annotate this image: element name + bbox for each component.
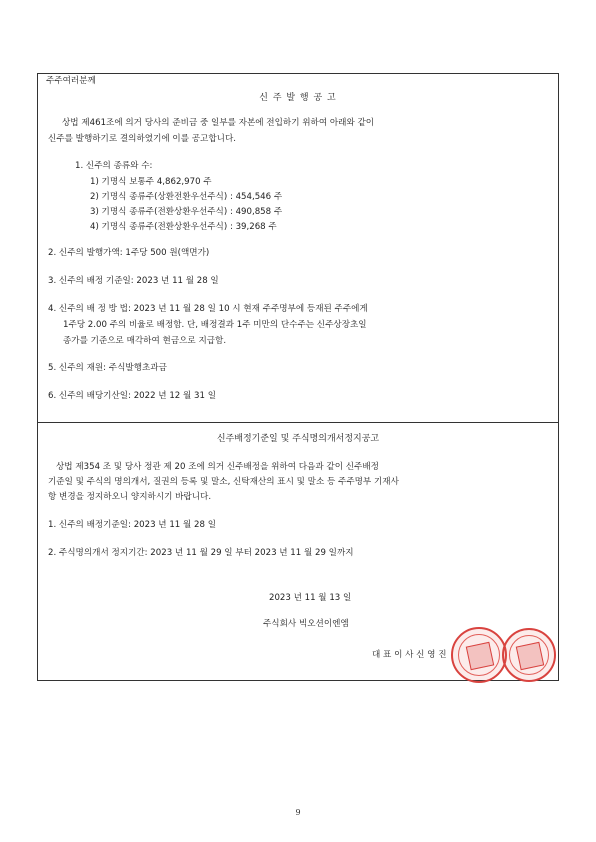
seal-center-mark xyxy=(466,642,494,670)
notice1-item1-sub1: 1) 기명식 보통주 4,862,970 주 xyxy=(90,177,212,187)
notice1-intro-line1: 상법 제461조에 의거 당사의 준비금 중 일부를 자본에 전입하기 위하여 아래와 같이 xyxy=(62,118,375,128)
notice1-item4-line1: 4. 신주의 배 정 방 법: 2023 년 11 월 28 일 10 시 현재 주주명부에 등재된 주주에게 xyxy=(48,304,368,314)
notice1-item1-sub2: 2) 기명식 종류주(상환전환우선주식) : 454,546 주 xyxy=(90,192,283,202)
notice1-item1-heading: 1. 신주의 종류와 수: xyxy=(75,161,153,171)
notice1-title: 신 주 발 행 공 고 xyxy=(259,93,337,103)
notice1-item2: 2. 신주의 발행가액: 1주당 500 원(액면가) xyxy=(48,248,210,258)
notice2-date: 2023 년 11 월 13 일 xyxy=(269,593,352,603)
header-label: 주주여러분께 xyxy=(46,76,96,86)
representative-seal-stamp xyxy=(502,628,556,682)
notice1-item4-line3: 종가를 기준으로 매각하여 현금으로 지급함. xyxy=(63,336,227,346)
notice1-item4-line2: 1주당 2.00 주의 비율로 배정함. 단, 배정결과 1주 미만의 단수주는 신주상장초일 xyxy=(63,320,367,330)
notice1-item1-sub4: 4) 기명식 종류주(전환상환우선주식) : 39,268 주 xyxy=(90,222,277,232)
company-name: 주식회사 빅오션이엔엠 xyxy=(263,619,349,629)
notice2-item2: 2. 주식명의개서 정지기간: 2023 년 11 월 29 일 부터 2023 년 11 월 29 일까지 xyxy=(48,548,354,558)
notice2-intro-line2: 기준일 및 주식의 명의개서, 질권의 등록 및 말소, 신탁재산의 표시 및 말소 등 주주명부 기재사 xyxy=(48,477,399,487)
notice2-title: 신주배정기준일 및 주식명의개서정지공고 xyxy=(216,434,380,444)
page-number: 9 xyxy=(295,808,301,817)
notice1-item5: 5. 신주의 재원: 주식발행초과금 xyxy=(48,363,167,373)
company-seal-stamp xyxy=(451,627,507,683)
notice2-intro-line3: 항 변경을 정지하오니 양지하시기 바랍니다. xyxy=(48,492,212,502)
notice1-item1-sub3: 3) 기명식 종류주(전환상환우선주식) : 490,858 주 xyxy=(90,207,283,217)
notice1-item3: 3. 신주의 배정 기준일: 2023 년 11 월 28 일 xyxy=(48,276,219,286)
notice1-item6: 6. 신주의 배당기산일: 2022 년 12 월 31 일 xyxy=(48,391,217,401)
notice1-intro-line2: 신주를 발행하기로 결의하였기에 이를 공고합니다. xyxy=(48,134,236,144)
notice2-item1: 1. 신주의 배정기준일: 2023 년 11 월 28 일 xyxy=(48,520,217,530)
section-divider xyxy=(38,422,558,423)
notice2-intro-line1: 상법 제354 조 및 당사 정관 제 20 조에 의거 신주배정을 위하여 다음과 같이 신주배정 xyxy=(56,462,379,472)
representative-line: 대 표 이 사 신 영 진 xyxy=(372,650,447,660)
seal-center-mark xyxy=(516,642,544,670)
